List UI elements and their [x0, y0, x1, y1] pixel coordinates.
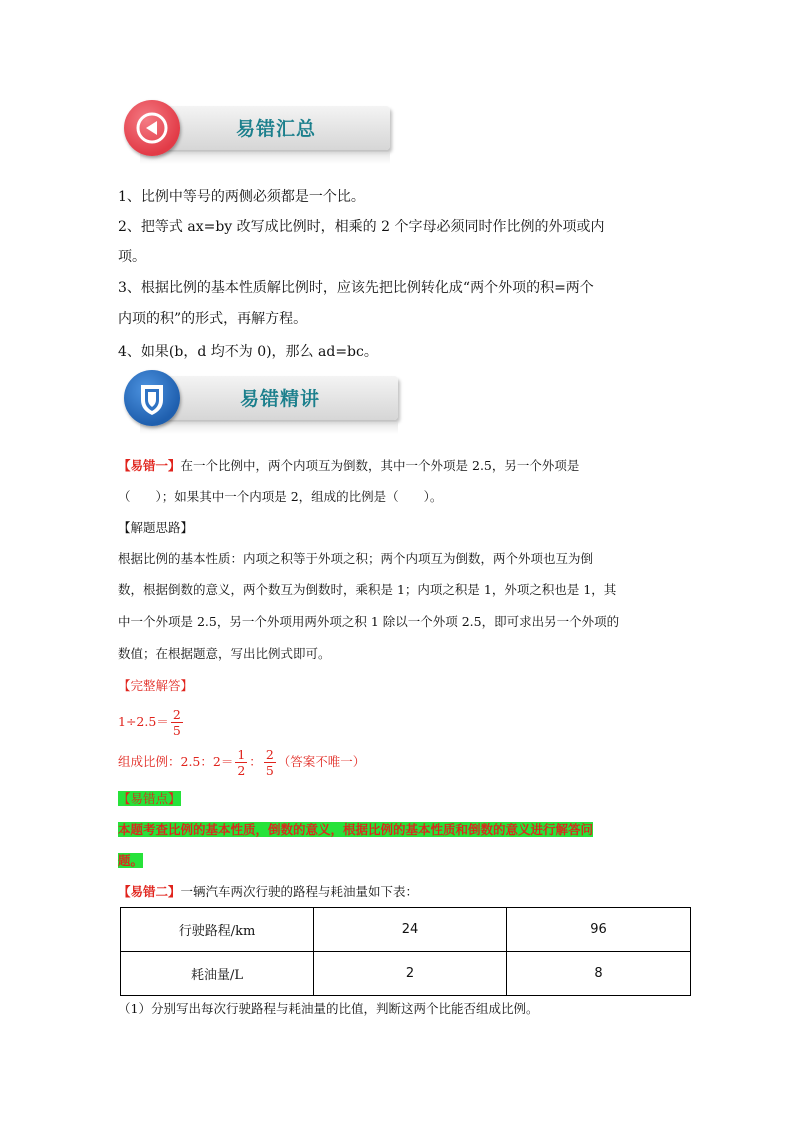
question-tag: 【易错二】 — [118, 884, 181, 899]
table-row — [121, 908, 691, 952]
summary-item-3: 3、根据比例的基本性质解比例时，应该先把比例转化成“两个外项的积=两个 — [118, 280, 594, 296]
ratio-line — [118, 745, 365, 779]
ratio-colon: ： — [249, 754, 262, 769]
thinking-line-2: 数，根据倒数的意义，两个数互为倒数时，乘积是 1；内项之积是 1，外项之积也是 1，其 — [118, 582, 617, 597]
table-cell: 行驶路程/km — [121, 908, 314, 952]
question-1-line-1 — [118, 456, 579, 476]
table-cell: 2 — [314, 952, 507, 996]
summary-item-4: 4、如果(b，d 均不为 0)，那么 ad=bc。 — [118, 344, 378, 360]
table-cell: 96 — [507, 908, 691, 952]
section-banner-summary — [120, 100, 392, 152]
point-line-2 — [118, 851, 143, 871]
question-2-line-1 — [118, 882, 418, 902]
question-text: 在一个比例中，两个内项互为倒数，其中一个外项是 2.5，另一个外项是 — [180, 458, 580, 473]
question-1-line-2: （ ）；如果其中一个内项是 2，组成的比例是（ ）。 — [118, 489, 443, 504]
point-line-1 — [118, 820, 593, 840]
section-title: 易错精讲 — [240, 388, 321, 410]
point-label-line — [118, 789, 181, 809]
thinking-line-3: 中一个外项是 2.5，另一个外项用两外项之积 1 除以一个外项 2.5，即可求出另一个外项的 — [118, 614, 620, 629]
question-text: 一辆汽车两次行驶的路程与耗油量如下表： — [180, 884, 419, 899]
fraction — [171, 707, 183, 738]
question-tag: 【易错一】 — [118, 458, 181, 473]
calc-expression: 1÷2.5＝ — [118, 714, 169, 729]
shield-icon — [124, 370, 180, 426]
thinking-line-1: 根据比例的基本性质：内项之积等于外项之积；两个内项互为倒数，两个外项也互为倒 — [118, 551, 594, 566]
point-label: 【易错点】 — [118, 791, 181, 806]
denominator: 5 — [172, 723, 181, 738]
fraction — [235, 747, 247, 778]
summary-item-1: 1、比例中等号的两侧必须都是一个比。 — [118, 189, 365, 205]
play-back-icon — [124, 100, 180, 156]
denominator: 5 — [265, 763, 274, 778]
numerator: 2 — [265, 747, 274, 762]
ratio-note: （答案不唯一） — [277, 754, 366, 769]
data-table — [120, 907, 691, 996]
thinking-label: 【解题思路】 — [118, 520, 194, 535]
summary-item-2-cont: 项。 — [118, 249, 146, 265]
point-text: 本题考查比例的基本性质，倒数的意义，根据比例的基本性质和倒数的意义进行解答问 — [118, 822, 594, 837]
table-cell: 24 — [314, 908, 507, 952]
table-cell: 耗油量/L — [121, 952, 314, 996]
table-row — [121, 952, 691, 996]
thinking-line-4: 数值；在根据题意，写出比例式即可。 — [118, 646, 331, 661]
sub-question-1: （1）分别写出每次行驶路程与耗油量的比值，判断这两个比能否组成比例。 — [118, 1001, 539, 1016]
table-cell: 8 — [507, 952, 691, 996]
section-banner-explain — [120, 370, 402, 422]
numerator: 2 — [172, 707, 181, 722]
point-text-cont: 题。 — [118, 853, 144, 868]
numerator: 1 — [237, 747, 246, 762]
summary-item-3-cont: 内项的积”的形式，再解方程。 — [118, 311, 308, 327]
answer-label: 【完整解答】 — [118, 678, 194, 693]
section-title: 易错汇总 — [236, 118, 317, 140]
ratio-prefix: 组成比例：2.5：2＝ — [118, 754, 234, 769]
fraction — [264, 747, 276, 778]
denominator: 2 — [237, 763, 246, 778]
calc-line — [118, 705, 185, 739]
summary-item-2: 2、把等式 ax=by 改写成比例时，相乘的 2 个字母必须同时作比例的外项或内 — [118, 219, 605, 235]
